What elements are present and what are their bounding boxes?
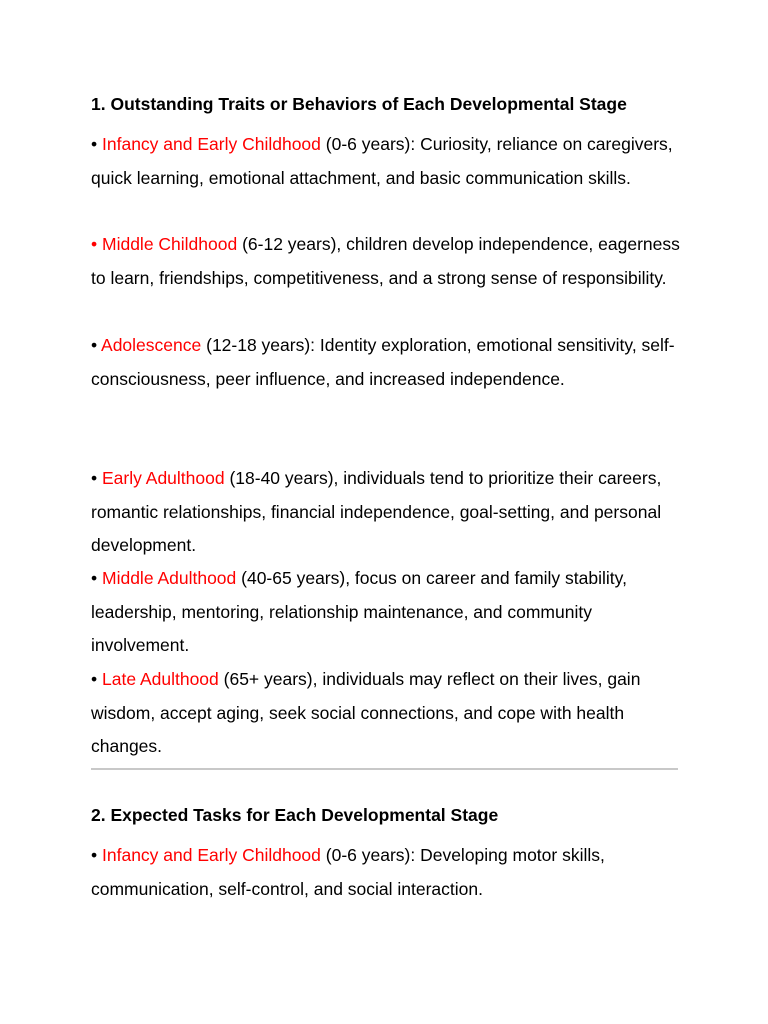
bullet: •	[91, 669, 102, 689]
list-item-middle-childhood-traits	[91, 228, 681, 295]
section-divider	[91, 768, 678, 770]
list-item-middle-adulthood-traits	[91, 562, 681, 663]
stage-name: Middle Childhood	[102, 234, 238, 254]
stage-description: (12-18 years): Identity exploration, emotional sensitivity, self-consciousness, peer influence, and increased independence.	[91, 335, 675, 389]
bullet: •	[91, 234, 102, 254]
stage-name: Infancy and Early Childhood	[102, 134, 321, 154]
list-item-adolescence-traits	[91, 329, 681, 396]
stage-description: (18-40 years), individuals tend to prioritize their careers, romantic relationships, financial independence, goal-setting, and personal development.	[91, 468, 662, 555]
section-heading-tasks: 2. Expected Tasks for Each Developmental Stage	[91, 805, 499, 825]
list-item-late-adulthood-traits	[91, 663, 681, 764]
stage-description: (6-12 years), children develop independence, eagerness to learn, friendships, competitiveness, and a strong sense of responsibility.	[91, 234, 680, 288]
stage-description: (0-6 years): Developing motor skills, communication, self-control, and social interaction.	[91, 845, 605, 899]
stage-name: Early Adulthood	[102, 468, 225, 488]
stage-name: Middle Adulthood	[102, 568, 237, 588]
section-heading-traits: 1. Outstanding Traits or Behaviors of Each Developmental Stage	[91, 94, 627, 114]
stage-name: Adolescence	[101, 335, 202, 355]
stage-description: (65+ years), individuals may reflect on their lives, gain wisdom, accept aging, seek social connections, and cope with health changes.	[91, 669, 641, 756]
bullet: •	[91, 134, 102, 154]
list-item-infancy-traits	[91, 128, 681, 195]
stage-name: Infancy and Early Childhood	[102, 845, 321, 865]
bullet: •	[91, 845, 102, 865]
list-item-early-adulthood-traits	[91, 462, 681, 563]
bullet: •	[91, 335, 102, 355]
stage-description: (40-65 years), focus on career and family stability, leadership, mentoring, relationship maintenance, and community involvement.	[91, 568, 627, 655]
stage-description: (0-6 years): Curiosity, reliance on caregivers, quick learning, emotional attachment, and basic communication skills.	[91, 134, 673, 188]
list-item-infancy-tasks	[91, 839, 681, 906]
bullet: •	[91, 568, 102, 588]
stage-name: Late Adulthood	[102, 669, 219, 689]
bullet: •	[91, 468, 102, 488]
